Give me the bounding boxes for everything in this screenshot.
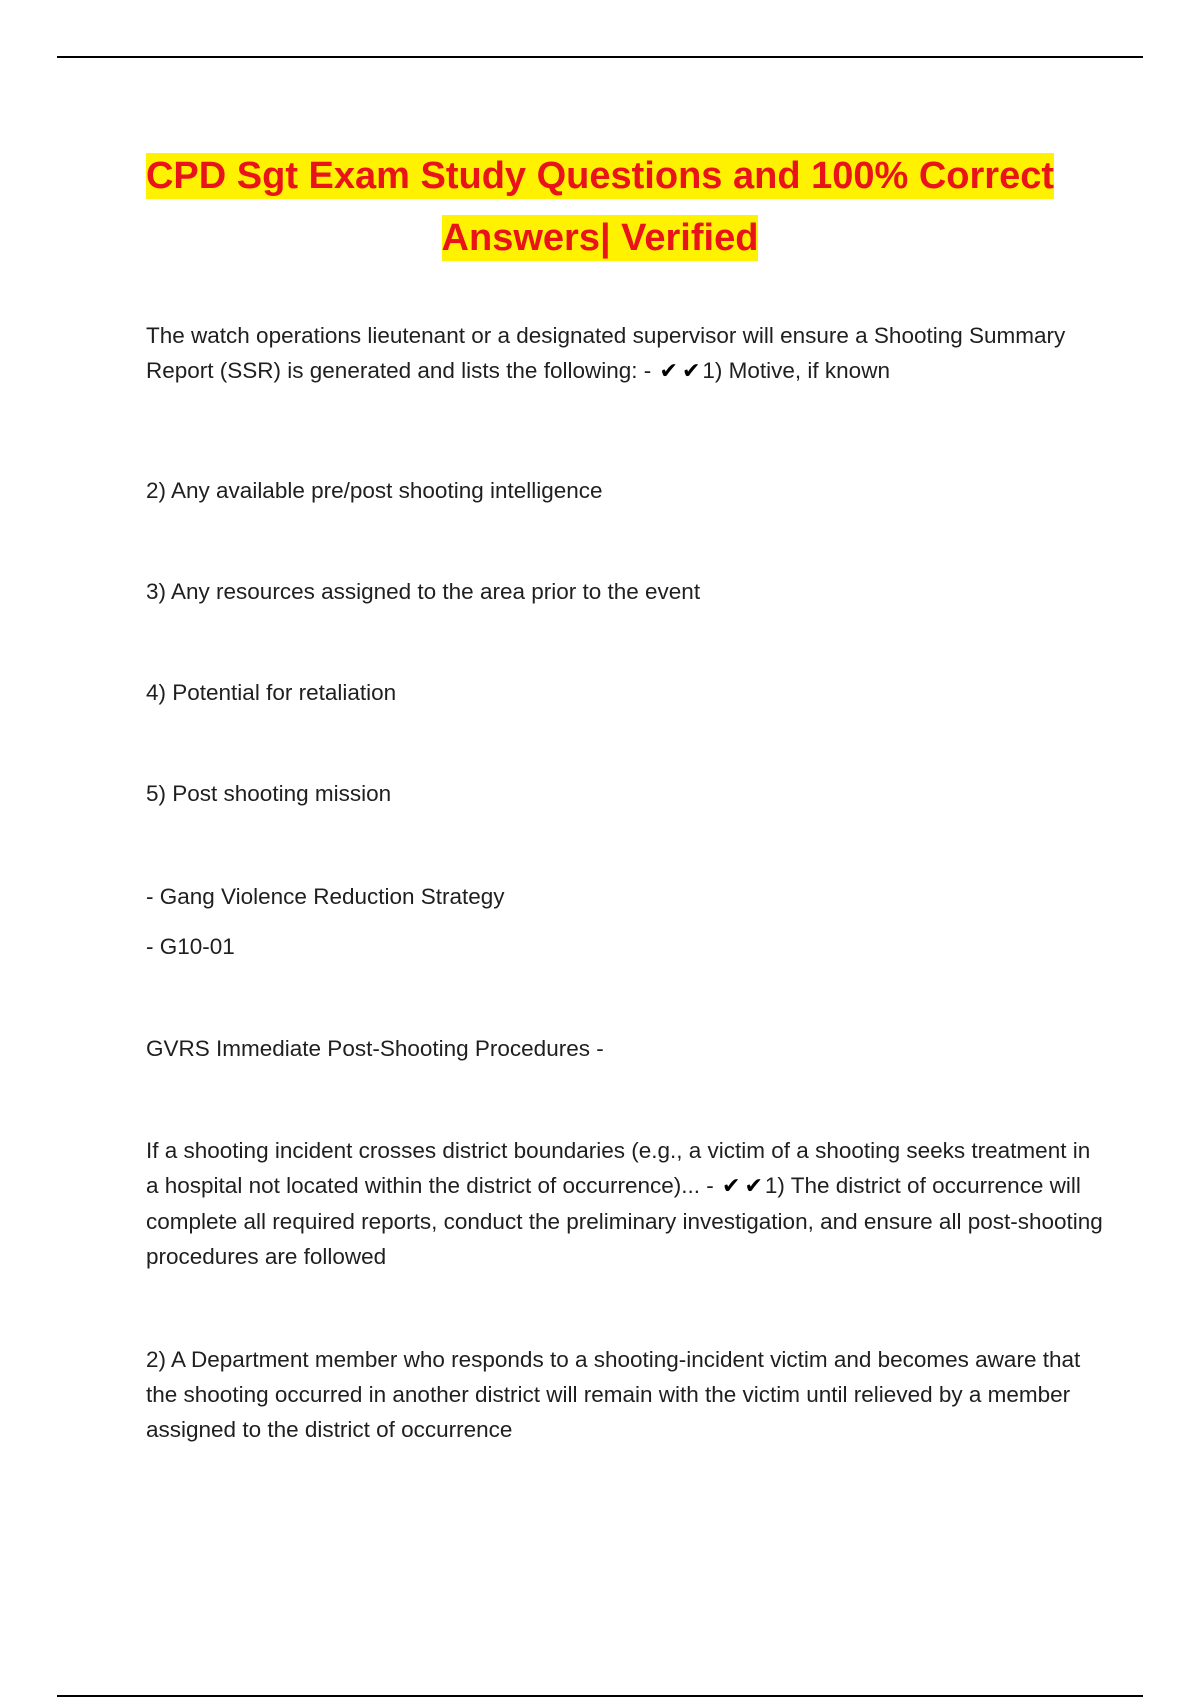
checkmark-icon: ✔ <box>722 1174 741 1199</box>
q1-item-4: 4) Potential for retaliation <box>146 680 397 705</box>
q1-item-2: 2) Any available pre/post shooting intelligence <box>146 478 603 503</box>
q3-question: If a shooting incident crosses district boundaries (e.g., a victim of a shooting seeks treatment in a hospital not located within the district of occurrence)... - <box>146 1138 1091 1198</box>
checkmark-icon: ✔ <box>659 359 678 384</box>
q1-reference-1: - Gang Violence Reduction Strategy <box>146 884 505 909</box>
bottom-rule <box>57 1695 1143 1697</box>
q2-heading: GVRS Immediate Post-Shooting Procedures - <box>146 1036 604 1061</box>
title-line-1: CPD Sgt Exam Study Questions and 100% Correct <box>145 155 1054 197</box>
checkmark-icon: ✔ <box>681 359 701 384</box>
q1-item-3: 3) Any resources assigned to the area prior to the event <box>146 579 701 604</box>
q3-answer-start: 1) The district of occurrence will complete all required reports, conduct the preliminary investigation, and ensure all post-shooting procedures are followed <box>146 1173 1103 1269</box>
q1-item-5: 5) Post shooting mission <box>146 781 392 806</box>
q1-question: The watch operations lieutenant or a designated supervisor will ensure a Shooting Summary Report (SSR) is generated and lists the following: - <box>146 323 1066 383</box>
checkmark-icon: ✔ <box>744 1174 763 1199</box>
q3-item-2: 2) A Department member who responds to a shooting-incident victim and becomes aware that the shooting occurred in another district will remain with the victim until relieved by a member assigned to the district of occurrence <box>146 1347 1081 1442</box>
q1-answer-start: 1) Motive, if known <box>702 358 890 383</box>
q3-paragraph <box>146 1133 1106 1274</box>
q1-paragraph <box>146 318 1106 389</box>
top-rule <box>57 56 1143 58</box>
q1-reference-2: - G10-01 <box>146 934 235 959</box>
document-title <box>100 145 1100 269</box>
title-line-2: Answers| Verified <box>441 217 759 259</box>
